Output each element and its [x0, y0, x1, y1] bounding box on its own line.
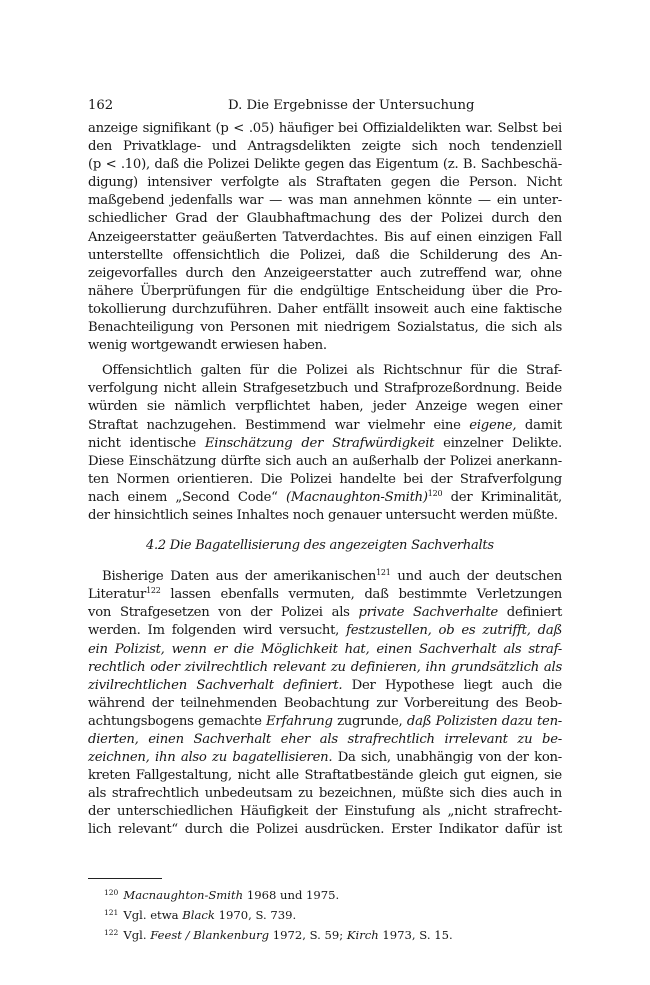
emphasis: ein Polizist, wenn er die Möglichkeit hat, einen Sachverhalt als straf-	[88, 641, 562, 657]
text-line: verfolgung nicht allein Strafgesetzbuch und Strafprozeßordnung. Beide	[88, 381, 562, 397]
emphasis: zeichnen, ihn also zu bagatellisieren.	[88, 750, 333, 766]
footnote-120: $^{120}$ Macnaughton-Smith 1968 und 1975.	[104, 888, 340, 902]
text-line: ten Normen orientieren. Die Polizei handelte bei der Strafverfolgung	[88, 471, 562, 487]
text-line: den Privatklage- und Antragsdelikten zeigte sich noch tendenziell	[88, 139, 562, 155]
text-line: maßgebend jedenfalls war — was man annehmen könnte — ein unter-	[88, 193, 562, 209]
text-line: wenig wortgewandt erwiesen haben.	[88, 338, 327, 354]
text-line: der unterschiedlichen Häufigkeit der Einstufung als „nicht strafrecht-	[88, 804, 562, 820]
emphasis: rechtlich oder zivilrechtlich relevant zu definieren, ihn grundsätzlich als	[88, 659, 562, 675]
paragraph-3	[88, 568, 562, 839]
running-title: D. Die Ergebnisse der Untersuchung	[228, 98, 475, 113]
body-text	[88, 120, 562, 840]
text-line	[88, 659, 562, 677]
text-line: anzeige signifikant (p < .05) häufiger bei Offizialdelikten war. Selbst bei	[88, 121, 562, 136]
paragraph-2	[88, 362, 562, 525]
text-line: werden. Im folgenden wird versucht, festzustellen, ob es zutrifft, daß	[88, 623, 563, 639]
footnote-ref: 122	[146, 586, 161, 596]
paragraph-1	[88, 120, 562, 355]
text-line: lich relevant“ durch die Polizei ausdrücken. Erster Indikator dafür ist	[88, 822, 562, 838]
text-line: schiedlicher Grad der Glaubhaftmachung des der Polizei durch den	[88, 211, 562, 227]
emphasis: dierten, einen Sachverhalt eher als strafrechtlich irrelevant zu be-	[88, 732, 562, 747]
text-line	[88, 731, 562, 749]
text-line: Anzeigeerstatter geäußerten Tatverdachtes. Bis auf einen einzigen Fall	[88, 229, 562, 245]
text-line: nach einem „Second Code“ (Macnaughton-Smith)$^{120}$ der Kriminalität,	[88, 488, 562, 505]
emphasis: festzustellen, ob es zutrifft, daß	[346, 623, 563, 639]
footnote-121: $^{121}$ Vgl. etwa Black 1970, S. 739.	[104, 908, 297, 922]
emphasis: Erfahrung	[266, 713, 333, 729]
text-line: Straftat nachzugehen. Bestimmend war vielmehr eine eigene, damit	[88, 417, 562, 433]
text-line: zeigevorfalles durch den Anzeigeerstatter auch zutreffend war, ohne	[88, 265, 562, 281]
text-line: tokollierung durchzuführen. Daher entfällt insoweit auch eine faktische	[88, 301, 562, 317]
page-number: 162	[88, 98, 114, 113]
emphasis: (Macnaughton-Smith)	[285, 489, 428, 505]
text-line: nicht identische Einschätzung der Strafwürdigkeit einzelner Delikte.	[88, 435, 562, 451]
text-line: (p < .10), daß die Polizei Delikte gegen das Eigentum (z. B. Sachbeschä-	[88, 157, 562, 173]
text-line: Benachteiligung von Personen mit niedrigem Sozialstatus, die sich als	[88, 320, 562, 336]
page-header	[88, 97, 562, 115]
text-line: Diese Einschätzung dürfte sich auch an außerhalb der Polizei anerkann-	[88, 453, 562, 469]
text-line: Offensichtlich galten für die Polizei als Richtschnur für die Straf-	[102, 363, 562, 379]
footnote-ref: 120	[427, 488, 443, 498]
text-line: achtungsbogens gemachte Erfahrung zugrunde, daß Polizisten dazu ten-	[88, 713, 563, 729]
emphasis: zivilrechtlichen Sachverhalt definiert.	[88, 677, 343, 693]
text-line: zivilrechtlichen Sachverhalt definiert. Der Hypothese liegt auch die	[88, 677, 562, 693]
section-heading: 4.2 Die Bagatellisierung des angezeigten Sachverhalts	[146, 538, 494, 554]
footnote-ref: 121	[376, 568, 391, 578]
emphasis: private Sachverhalte	[358, 605, 498, 621]
text-line: Bisherige Daten aus der amerikanischen$^{121}$ und auch der deutschen	[102, 568, 563, 585]
footnotes	[104, 884, 564, 944]
emphasis: eigene,	[469, 417, 517, 433]
text-line: nähere Überprüfungen für die endgültige Entscheidung über die Pro-	[88, 283, 562, 299]
text-line: der hinsichtlich seines Inhaltes noch genauer untersucht werden müßte.	[88, 507, 558, 523]
emphasis: daß Polizisten dazu ten-	[406, 713, 563, 729]
text-line: Literatur$^{122}$ lassen ebenfalls vermuten, daß bestimmte Verletzungen	[88, 586, 562, 603]
footnote-rule	[88, 878, 162, 879]
text-line: würden sie nämlich verpflichtet haben, jeder Anzeige wegen einer	[88, 399, 562, 415]
text-line: als strafrechtlich unbedeutsam zu bezeichnen, müßte sich dies auch in	[88, 786, 562, 802]
text-line: kreten Fallgestaltung, nicht alle Straftatbestände gleich gut eignen, sie	[88, 768, 562, 784]
emphasis: Einschätzung der Strafwürdigkeit	[204, 435, 435, 451]
text-line: von Strafgesetzen von der Polizei als private Sachverhalte definiert	[88, 605, 562, 621]
text-line: digung) intensiver verfolgte als Straftaten gegen die Person. Nicht	[88, 175, 562, 191]
text-line: zeichnen, ihn also zu bagatellisieren. Da sich, unabhängig von der kon-	[88, 750, 562, 766]
text-line	[88, 641, 562, 659]
text-line: während der teilnehmenden Beobachtung zur Vorbereitung des Beob-	[88, 695, 562, 711]
text-line: unterstellte offensichtlich die Polizei, daß die Schilderung des An-	[88, 247, 562, 263]
footnote-122: $^{122}$ Vgl. Feest / Blankenburg 1972, S. 59; Kirch 1973, S. 15.	[104, 928, 453, 942]
